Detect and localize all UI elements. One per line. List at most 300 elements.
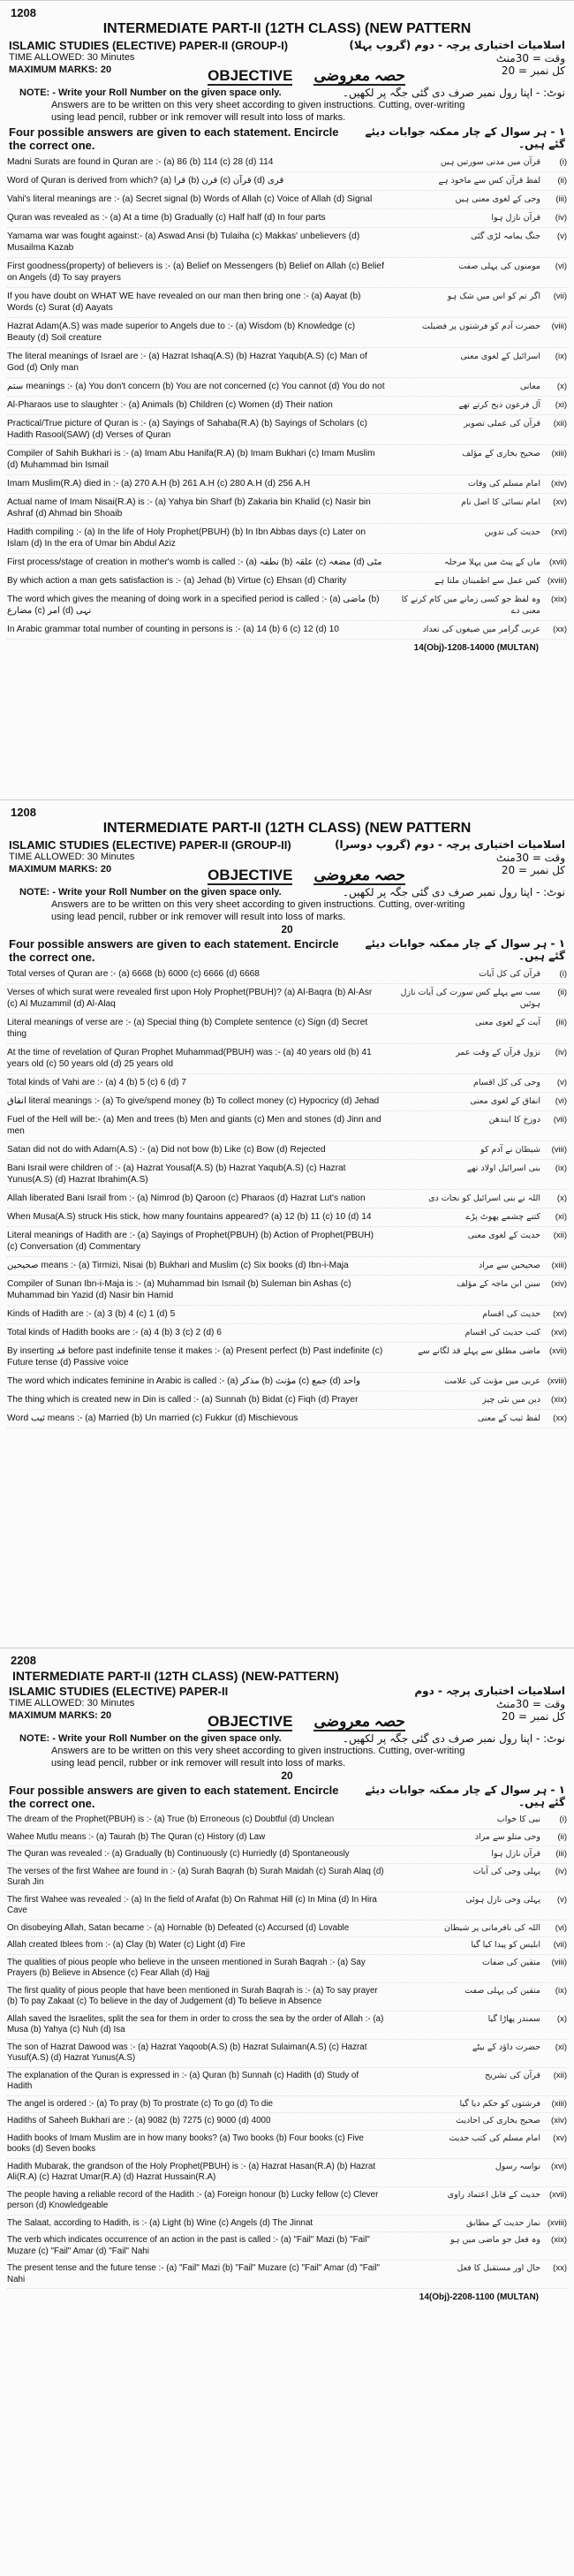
objective-label: OBJECTIVE: [208, 1713, 293, 1730]
maximum-marks-urdu: کل نمبر = 20: [501, 1710, 565, 1723]
question-number: (ix): [555, 352, 567, 361]
question-item: [7, 572, 567, 591]
question-text-urdu: قرآن کی کل آیات: [479, 969, 540, 979]
subject-row: [0, 838, 574, 852]
question-number: (viii): [551, 1145, 567, 1155]
question-item: [7, 2232, 567, 2261]
maximum-marks: MAXIMUM MARKS: 20: [9, 1710, 112, 1721]
objective-heading: [199, 1712, 414, 1731]
note-row: [0, 87, 574, 99]
question-text: Al-Pharaos use to slaughter :- (a) Animals (b) Children (c) Women (d) Their nation: [7, 400, 333, 410]
question-text: انفاق literal meanings :- (a) To give/spend money (b) To collect money (c) Hypocricy (d) Jehad: [7, 1096, 380, 1106]
question-number: (iii): [555, 1018, 567, 1027]
question-item: [7, 258, 567, 288]
question-text-urdu: معانی: [519, 382, 540, 391]
question-text: If you have doubt on WHAT WE have revealed on our man then bring one :- (a) Aayat (b) Words (c) Surat (d) Aayats: [7, 292, 361, 313]
question-number: (xi): [555, 2042, 567, 2052]
question-text-urdu: قرآن کی عملی تصویر: [464, 419, 540, 428]
instruction-urdu: ۱ - ہر سوال کے چار ممکنہ جوابات دیئے گئے ہیں۔: [365, 937, 565, 962]
question-text-urdu: اگر تم کو اس میں شک ہو: [447, 292, 540, 301]
question-text: Satan did not do with Adam(A.S) :- (a) Did not bow (b) Like (c) Bow (d) Rejected: [7, 1145, 326, 1155]
question-text: The literal meanings of Israel are :- (a) Hazrat Ishaq(A.S) (b) Hazrat Yaqub(A.S) (c) Man of God (d) Only man: [7, 352, 367, 373]
question-text: The verses of the first Wahee are found in :- (a) Surah Baqrah (b) Surah Maidah (c) Surah Alaq (d) Surah Jin: [7, 1866, 384, 1887]
question-number: (ii): [557, 988, 567, 997]
question-item: [7, 1141, 567, 1160]
instruction-text: Four possible answers are given to each statement. Encircle the correct one.: [9, 125, 339, 152]
question-text: Wahee Mutlu means :- (a) Taurah (b) The Quran (c) History (d) Law: [7, 1831, 266, 1842]
question-number: (xix): [551, 1395, 567, 1405]
question-text-urdu: وحی متلو سے مراد: [474, 1831, 540, 1842]
question-item: [7, 1830, 567, 1847]
question-text: Kinds of Hadith are :- (a) 3 (b) 4 (c) 1 (d) 5: [7, 1309, 176, 1319]
question-item: [7, 1306, 567, 1324]
note-line-3: using lead pencil, rubber or ink remover will result into loss of marks.: [51, 112, 346, 123]
paper-title: INTERMEDIATE PART-II (12TH CLASS) (NEW-PATTERN): [12, 1669, 339, 1683]
question-number: (i): [559, 1815, 567, 1824]
paper-footer-code: 14(Obj)-2208-1100 (MULTAN): [419, 2292, 539, 2302]
note-roll-number: NOTE: - Write your Roll Number on the given space only.: [19, 887, 282, 898]
question-item: [7, 2068, 567, 2096]
question-number: (x): [556, 2013, 567, 2024]
question-text-urdu: شیطان نے آدم کو: [480, 1145, 540, 1155]
note-line-2: Answers are to be written on this very sheet according to given instructions. Cutting, over-writing: [51, 1746, 465, 1756]
question-text: Total verses of Quran are :- (a) 6668 (b) 6000 (c) 6666 (d) 6668: [7, 969, 260, 979]
question-item: [7, 1921, 567, 1938]
question-text: Hazrat Adam(A.S) was made superior to Angels due to :- (a) Wisdom (b) Knowledge (c) Beauty (d) Soil creature: [7, 322, 356, 343]
question-number: (xvii): [548, 1346, 567, 1356]
question-item: [7, 209, 567, 228]
question-text: Word of Quran is derived from which? (a) قرا (b) قرن (c) قرآن (d) قری: [7, 176, 284, 186]
question-number: (xii): [553, 2070, 567, 2080]
question-number: (xvi): [551, 2161, 567, 2171]
question-text-urdu: امام مسلم کی وفات: [467, 479, 540, 489]
question-text-urdu: نواسہ رسول: [495, 2161, 540, 2171]
question-text: When Musa(A.S) struck His stick, how many fountains appeared? (a) 12 (b) 11 (c) 10 (d) 14: [7, 1212, 372, 1222]
paper-2208: [0, 1648, 574, 2576]
note-roll-number: NOTE: - Write your Roll Number on the given space only.: [19, 1733, 282, 1744]
question-text: The present tense and the future tense :- (a) "Fail" Mazi (b) "Fail" Muzare (c) "Fail" Amar (d) "Fail" Nahi: [7, 2263, 381, 2284]
question-text-urdu: مومنوں کی پہلی صفت: [458, 261, 540, 271]
question-text: The Quran was revealed :- (a) Gradually (b) Continuously (c) Hurriedly (d) Spontaneously: [7, 1849, 350, 1859]
time-row: [0, 52, 574, 64]
note-row: [0, 1732, 574, 1745]
objective-heading: [199, 866, 414, 884]
paper-title: INTERMEDIATE PART-II (12TH CLASS) (NEW PATTERN: [102, 821, 472, 836]
question-item: [7, 445, 567, 475]
question-item: [7, 1937, 567, 1955]
question-text: ستم meanings :- (a) You don't concern (b) You are not concerned (c) You cannot (d) You do not: [7, 382, 385, 391]
question-text: Hadith compiling :- (a) In the life of Holy Prophet(PBUH) (b) In Ibn Abbas days (c) Later on Islam (d) In the era of Umar bin Abdul Aziz: [7, 527, 366, 549]
question-item: [7, 1410, 567, 1428]
question-item: [7, 2131, 567, 2159]
question-number: (v): [556, 1078, 567, 1087]
question-item: [7, 288, 567, 318]
note-line-2: Answers are to be written on this very sheet according to given instructions. Cutting, over-writing: [51, 100, 465, 110]
question-list: [0, 154, 574, 640]
subject-title-urdu: اسلامیات اختیاری پرچہ - دوم (گروپ دوسرا): [335, 838, 565, 851]
question-item: [7, 1391, 567, 1410]
question-text-urdu: آیت کے لغوی معنی: [474, 1018, 540, 1027]
question-item: [7, 2216, 567, 2233]
objective-label-urdu: حصہ معروضی: [313, 67, 405, 84]
question-text-urdu: انفاق کے لغوی معنی: [470, 1096, 540, 1106]
question-number: (v): [556, 1894, 567, 1905]
question-list: [0, 966, 574, 1428]
question-text-urdu: حدیث کے قابل اعتماد راوی: [447, 2189, 540, 2200]
question-number: (xix): [551, 595, 567, 604]
question-list: [0, 1812, 574, 2289]
question-text: Bani Israil were children of :- (a) Hazrat Yousaf(A.S) (b) Hazrat Yaqub(A.S) (c) Hazrat Yunus(A.S) (d) Hazrat Ibrahim(A.S): [7, 1163, 346, 1185]
question-text: Allah created Iblees from :- (a) Clay (b) Water (c) Light (d) Fire: [7, 1940, 245, 1950]
question-text: Hadith books of Imam Muslim are in how many books? (a) Two books (b) Four books (c) Five books (d) Seven books: [7, 2133, 364, 2154]
question-number: (xvi): [551, 527, 567, 537]
subject-row: [0, 1685, 574, 1698]
question-text: Literal meanings of Hadith are :- (a) Sayings of Prophet(PBUH) (b) Action of Prophet(PBUH) (c) Conversation (d) Commentary: [7, 1231, 374, 1252]
question-text-urdu: نماز حدیث کے مطابق: [466, 2217, 540, 2228]
question-text: The dream of the Prophet(PBUH) is :- (a) True (b) Erroneous (c) Doubtful (d) Unclean: [7, 1815, 335, 1824]
question-text-urdu: عربی گرامر میں صیغوں کی تعداد: [422, 625, 540, 634]
paper-footer-code: 14(Obj)-1208-14000 (MULTAN): [413, 643, 539, 653]
time-row: [0, 1698, 574, 1710]
question-number: (xi): [555, 1212, 567, 1222]
marks-row: [0, 64, 574, 87]
time-allowed-urdu: وقت = 30منٹ: [495, 52, 565, 64]
question-number: (xiii): [551, 449, 567, 458]
question-text-urdu: بنی اسرائیل اولاد تھے: [466, 1163, 540, 1173]
question-item: [7, 172, 567, 191]
subject-title: ISLAMIC STUDIES (ELECTIVE) PAPER-II: [9, 1685, 229, 1698]
question-number: (vii): [553, 1115, 567, 1125]
question-number: (iv): [555, 213, 567, 223]
question-item: [7, 554, 567, 572]
note-urdu: نوٹ: - اپنا رول نمبر صرف دی گئی جگہ پر لکھیں۔: [342, 1732, 565, 1745]
question-text-urdu: کس عمل سے اطمینان ملتا ہے: [434, 576, 540, 586]
time-allowed: TIME ALLOWED: 30 Minutes: [9, 1698, 135, 1708]
question-item: [7, 1983, 567, 2012]
marks-value: 20: [281, 923, 293, 936]
subject-title-urdu: اسلامیات اختیاری پرچہ - دوم (گروپ پہلا): [349, 39, 565, 51]
question-item: [7, 1812, 567, 1830]
question-number: (vi): [555, 1096, 567, 1106]
question-number: (xiv): [551, 2116, 567, 2125]
marks-value: 20: [281, 1769, 293, 1782]
question-number: (xii): [553, 419, 567, 428]
question-text-urdu: صحیحین سے مراد: [478, 1261, 540, 1270]
question-item: [7, 1044, 567, 1074]
question-text-urdu: حدیث کی اقسام: [482, 1309, 540, 1319]
note-row: [0, 886, 574, 898]
time-allowed-urdu: وقت = 30منٹ: [495, 852, 565, 864]
question-text-urdu: دوزخ کا ایندھن: [488, 1115, 540, 1125]
question-item: [7, 154, 567, 172]
question-item: [7, 1864, 567, 1892]
question-text-urdu: وہ فعل جو ماضی میں ہو: [450, 2235, 540, 2245]
question-text-urdu: اللہ نے بنی اسرائیل کو نجات دی: [428, 1193, 540, 1203]
question-text: Compiler of Sahih Bukhari is :- (a) Imam Abu Hanifa(R.A) (b) Imam Bukhari (c) Imam Muslim (d) Muhammad bin Ismail: [7, 449, 375, 470]
question-item: [7, 318, 567, 348]
question-number: (i): [559, 157, 567, 167]
question-number: (xvii): [548, 557, 567, 567]
instruction-row: [0, 936, 574, 966]
subject-row: [0, 39, 574, 52]
question-number: (xx): [553, 625, 567, 634]
question-text-urdu: اسرائیل کے لغوی معنی: [460, 352, 540, 361]
question-item: [7, 1227, 567, 1257]
question-text-urdu: قرآن نازل ہوا: [491, 213, 540, 223]
question-text-urdu: ابلیس کو پیدا کیا گیا: [471, 1940, 540, 1950]
question-text-urdu: وحی کی کل اقسام: [472, 1078, 540, 1087]
question-text-urdu: متقین کی پہلی صفت: [464, 1985, 540, 1996]
question-item: [7, 2096, 567, 2114]
question-text-urdu: حضرت آدم کو فرشتوں پر فضیلت: [421, 322, 540, 331]
question-text: The first Wahee was revealed :- (a) In the field of Arafat (b) On Rahmat Hill (c) In Mina (d) In Hira Cave: [7, 1894, 377, 1915]
paper-code: 1208: [11, 6, 36, 19]
question-number: (iv): [555, 1866, 567, 1876]
question-text-urdu: دین میں نئی چیز: [482, 1395, 540, 1405]
question-item: [7, 524, 567, 554]
question-item: [7, 1208, 567, 1227]
question-number: (xiv): [551, 479, 567, 489]
note-urdu: نوٹ: - اپنا رول نمبر صرف دی گئی جگہ پر لکھیں۔: [342, 886, 565, 898]
instruction-text: Four possible answers are given to each statement. Encircle the correct one.: [9, 937, 339, 964]
objective-label-urdu: حصہ معروضی: [313, 1713, 405, 1730]
question-text-urdu: قرآن نازل ہوا: [491, 1849, 540, 1859]
question-number: (xviii): [547, 576, 567, 586]
question-number: (xv): [553, 497, 567, 507]
time-allowed-urdu: وقت = 30منٹ: [495, 1698, 565, 1710]
question-text-urdu: وہ لفظ جو کسی زمانے میں کام کرنے کا معنی دے: [401, 595, 540, 616]
question-number: (vi): [555, 261, 567, 271]
question-text-urdu: ماضی مطلق سے پہلے قد لگانے سے: [418, 1346, 540, 1356]
question-number: (vi): [555, 1922, 567, 1933]
time-allowed: TIME ALLOWED: 30 Minutes: [9, 852, 135, 862]
question-text: First goodness(property) of believers is :- (a) Belief on Messengers (b) Belief on Allah (c) Belief on Angels (d) To say prayers: [7, 261, 384, 283]
question-item: [7, 966, 567, 984]
question-text-urdu: اللہ کی نافرمانی پر شیطان: [443, 1922, 540, 1933]
maximum-marks-urdu: کل نمبر = 20: [501, 864, 565, 876]
question-text: The son of Hazrat Dawood was :- (a) Hazrat Yaqoob(A.S) (b) Hazrat Sulaiman(A.S) (c) Hazrat Yusuf(A.S) (d) Hazrat Yunus(A.S): [7, 2042, 367, 2063]
note-line-3: using lead pencil, rubber or ink remover will result into loss of marks.: [51, 912, 346, 922]
question-text: Total kinds of Hadith books are :- (a) 4 (b) 3 (c) 2 (d) 6: [7, 1328, 222, 1337]
question-text: Quran was revealed as :- (a) At a time (b) Gradually (c) Half half (d) In four parts: [7, 213, 326, 223]
question-text-urdu: وحی کے لغوی معنی ہیں: [455, 194, 540, 204]
question-number: (ix): [555, 1163, 567, 1173]
question-text: Allah liberated Bani Israil from :- (a) Nimrod (b) Qaroon (c) Pharaos (d) Hazrat Lut's nation: [7, 1193, 366, 1203]
question-text: Actual name of Imam Nisai(R.A) is :- (a) Yahya bin Sharf (b) Zakaria bin Khalid (c) Nasir bin Ashraf (d) Ahmad bin Shoaib: [7, 497, 371, 519]
paper-group-2: [0, 799, 574, 1648]
subject-title: ISLAMIC STUDIES (ELECTIVE) PAPER-II (GROUP-I): [9, 39, 289, 52]
question-item: [7, 1892, 567, 1921]
question-text-urdu: حال اور مستقبل کا فعل: [457, 2263, 540, 2273]
time-row: [0, 852, 574, 864]
question-text-urdu: متقین کی صفات: [481, 1957, 540, 1967]
question-text: Compiler of Sunan Ibn-i-Maja is :- (a) Muhammad bin Ismail (b) Suleman bin Ashas (c) Muhammad bin Yazid (d) Nasir bin Hamid: [7, 1279, 351, 1300]
question-text-urdu: امام نسائی کا اصل نام: [461, 497, 540, 507]
question-text: The word which indicates feminine in Arabic is called :- (a) مذکر (b) مؤنث (c) جمع (d) واحد: [7, 1376, 361, 1386]
question-text-urdu: پہلی وحی کی آیات: [472, 1866, 540, 1876]
objective-label: OBJECTIVE: [208, 867, 293, 883]
question-text-urdu: کتب حدیث کی اقسام: [464, 1328, 540, 1337]
objective-label: OBJECTIVE: [208, 67, 293, 84]
question-text-urdu: امام مسلم کی کتب حدیث: [449, 2133, 540, 2143]
question-number: (xii): [553, 1231, 567, 1240]
question-item: [7, 415, 567, 445]
question-text: The angel is ordered :- (a) To pray (b) To prostrate (c) To go (d) To die: [7, 2098, 273, 2109]
question-text: The first quality of pious people that have been mentioned in Surah Baqrah is :- (a) To say prayer (b) To pay Zakaat (c) To believe in the day of Judgement (d) To believe in Absence: [7, 1985, 378, 2006]
question-text-urdu: عربی میں مؤنث کی علامت: [444, 1376, 540, 1386]
question-number: (xvi): [551, 1328, 567, 1337]
question-number: (vii): [553, 292, 567, 301]
question-item: [7, 2159, 567, 2187]
question-text-urdu: ماں کے پیٹ میں پہلا مرحلہ: [444, 557, 540, 567]
question-number: (xv): [553, 1309, 567, 1319]
question-text-urdu: حضرت داؤد کے بیٹے: [472, 2042, 540, 2052]
question-text: The qualities of pious people who believe in the unseen mentioned in Surah Baqrah :- (a) Say Prayers (b) Believe in Absence (c) Fear Allah (d) Hajj: [7, 1957, 366, 1978]
question-text: Hadith Mubarak, the grandson of the Holy Prophet(PBUH) is :- (a) Hazrat Hasan(R.A) (b) Hazrat Ali(R.A) (c) Hazrat Umar(R.A) (d) Hazrat Hussain(R.A): [7, 2161, 376, 2182]
question-text-urdu: لفظ ثیب کے معنی: [477, 1413, 540, 1423]
question-number: (iv): [555, 1048, 567, 1057]
question-text: صحیحین means :- (a) Tirmizi, Nisai (b) Bukhari and Muslim (c) Six books (d) Ibn-i-Maja: [7, 1261, 349, 1270]
question-text: Word ثیب means :- (a) Married (b) Un married (c) Fukkur (d) Mischievous: [7, 1413, 298, 1423]
instruction-urdu: ۱ - ہر سوال کے چار ممکنہ جوابات دیئے گئے ہیں۔: [365, 1784, 565, 1808]
question-text: Verses of which surat were revealed first upon Holy Prophet(PBUH)? (a) Al-Baqra (b) Al-Asr (c) Al Muzammil (d) Al-Alaq: [7, 988, 373, 1009]
question-item: [7, 1160, 567, 1190]
question-number: (xi): [555, 400, 567, 410]
question-text-urdu: نزول قرآن کے وقت عمر: [456, 1048, 540, 1057]
question-text-urdu: کتنے چشمے پھوٹ پڑے: [465, 1212, 540, 1222]
question-number: (x): [556, 382, 567, 391]
question-number: (xviii): [547, 1376, 567, 1386]
question-item: [7, 1093, 567, 1111]
marks-row: [0, 864, 574, 886]
question-text: Practical/True picture of Quran is :- (a) Sayings of Sahaba(R.A) (b) Sayings of Scholars (c) Hadith Rasool(SAW) (d) Verses of Quran: [7, 419, 367, 440]
question-item: [7, 984, 567, 1014]
question-item: [7, 1373, 567, 1391]
question-text: In Arabic grammar total number of counting in persons is :- (a) 14 (b) 6 (c) 12 (d) 10: [7, 625, 339, 634]
question-number: (iii): [555, 194, 567, 204]
note-roll-number: NOTE: - Write your Roll Number on the given space only.: [19, 87, 282, 98]
question-text: Literal meanings of verse are :- (a) Special thing (b) Complete sentence (c) Sign (d) Secret thing: [7, 1018, 368, 1039]
question-number: (xiv): [551, 1279, 567, 1289]
question-item: [7, 1276, 567, 1306]
paper-group-1: [0, 0, 574, 800]
question-text: The Salaat, according to Hadith, is :- (a) Light (b) Wine (c) Angels (d) The Jinnat: [7, 2217, 313, 2228]
question-item: [7, 591, 567, 621]
question-text-urdu: صحیح بخاری کی احادیث: [455, 2116, 540, 2125]
question-text: Madni Surats are found in Quran are :- (a) 86 (b) 114 (c) 28 (d) 114: [7, 157, 274, 167]
question-item: [7, 397, 567, 415]
question-item: [7, 1324, 567, 1343]
question-item: [7, 2012, 567, 2040]
question-number: (xiii): [551, 2098, 567, 2109]
question-text-urdu: سب سے پہلے کس سورت کی آیات نازل ہوئیں: [400, 988, 540, 1009]
question-number: (iii): [555, 1849, 567, 1859]
question-number: (ix): [555, 1985, 567, 1996]
question-text-urdu: قرآن کی تشریح: [484, 2070, 540, 2080]
question-text: The explanation of the Quran is expressed in :- (a) Quran (b) Sunnah (c) Hadith (d) Study of Hadith: [7, 2070, 359, 2091]
question-item: [7, 1257, 567, 1276]
question-text-urdu: قرآن میں مدنی سورتیں ہیں: [440, 157, 540, 167]
question-item: [7, 494, 567, 524]
question-text-urdu: سنن ابن ماجہ کے مؤلف: [457, 1279, 540, 1289]
question-item: [7, 475, 567, 494]
question-item: [7, 2040, 567, 2068]
note-line-3: using lead pencil, rubber or ink remover will result into loss of marks.: [51, 1758, 346, 1769]
objective-label-urdu: حصہ معروضی: [313, 867, 405, 883]
question-item: [7, 2261, 567, 2289]
question-text: Total kinds of Vahi are :- (a) 4 (b) 5 (c) 6 (d) 7: [7, 1078, 187, 1087]
maximum-marks: MAXIMUM MARKS: 20: [9, 864, 112, 875]
question-item: [7, 1074, 567, 1093]
maximum-marks: MAXIMUM MARKS: 20: [9, 64, 112, 75]
question-text: First process/stage of creation in mother's womb is called :- (a) نطفہ (b) علقہ (c) مضغہ (d) مٹی: [7, 557, 382, 567]
question-text: At the time of revelation of Quran Prophet Muhammad(PBUH) was :- (a) 40 years old (b) 41 years old (c) 50 years old (d) 25 years old: [7, 1048, 372, 1069]
question-text: By which action a man gets satisfaction is :- (a) Jehad (b) Virtue (c) Ehsan (d) Charity: [7, 576, 347, 586]
question-number: (xx): [553, 1413, 567, 1423]
question-number: (ii): [557, 1831, 567, 1842]
question-text: Fuel of the Hell will be:- (a) Men and trees (b) Men and giants (c) Men and stones (d) Jinn and men: [7, 1115, 381, 1136]
paper-code: 1208: [11, 806, 36, 819]
question-text-urdu: حدیث کے لغوی معنی: [467, 1231, 540, 1240]
question-text-urdu: سمندر پھاڑا گیا: [487, 2013, 540, 2024]
question-text-urdu: صحیح بخاری کے مؤلف: [462, 449, 540, 458]
paper-title: INTERMEDIATE PART-II (12TH CLASS) (NEW PATTERN: [102, 21, 472, 36]
question-item: [7, 2113, 567, 2131]
question-item: [7, 1190, 567, 1208]
question-number: (vii): [553, 1940, 567, 1950]
question-text: Allah saved the Israelites, split the sea for them in order to cross the sea by the order of Allah :- (a) Musa (b) Yahya (c) Nuh (d) Isa: [7, 2013, 384, 2034]
question-text: Hadiths of Saheeh Bukhari are :- (a) 9082 (b) 7275 (c) 9000 (d) 4000: [7, 2116, 271, 2125]
question-text: The thing which is created new in Din is called :- (a) Sunnah (b) Bidat (c) Fiqh (d) Prayer: [7, 1395, 359, 1405]
question-item: [7, 378, 567, 397]
question-text: Imam Muslim(R.A) died in :- (a) 270 A.H (b) 261 A.H (c) 280 A.H (d) 256 A.H: [7, 479, 311, 489]
time-allowed: TIME ALLOWED: 30 Minutes: [9, 52, 135, 63]
subject-title: ISLAMIC STUDIES (ELECTIVE) PAPER-II (GROUP-II): [9, 838, 291, 852]
question-item: [7, 348, 567, 378]
question-number: (xv): [553, 2133, 567, 2143]
question-text: The word which gives the meaning of doing work in a specified period is called :- (a) ماضی (b) مضارع (c) امر (d) نہی: [7, 595, 380, 616]
question-text: Yamama war was fought against:- (a) Aswad Ansi (b) Tulaiha (c) Makkas' unbelievers (d) Musailma Kazab: [7, 231, 360, 253]
marks-row: [0, 1710, 574, 1732]
question-text-urdu: آل فرعون ذبح کرتے تھے: [458, 400, 540, 410]
paper-code: 2208: [11, 1654, 36, 1667]
question-number: (xiii): [551, 1261, 567, 1270]
question-item: [7, 1014, 567, 1044]
question-text-urdu: پہلی وحی نازل ہوئی: [465, 1894, 540, 1905]
question-item: [7, 1111, 567, 1141]
question-text: On disobeying Allah, Satan became :- (a) Hornable (b) Defeated (c) Accursed (d) Lovable: [7, 1922, 350, 1933]
question-number: (ii): [557, 176, 567, 186]
instruction-text: Four possible answers are given to each statement. Encircle the correct one.: [9, 1784, 339, 1810]
question-item: [7, 2187, 567, 2216]
question-number: (xvii): [548, 2189, 567, 2200]
question-text: Vahi's literal meanings are :- (a) Secret signal (b) Words of Allah (c) Voice of Allah (d) Signal: [7, 194, 373, 204]
maximum-marks-urdu: کل نمبر = 20: [501, 64, 565, 77]
question-text-urdu: نبی کا خواب: [496, 1815, 540, 1824]
instruction-urdu: ۱ - ہر سوال کے چار ممکنہ جوابات دیئے گئے ہیں۔: [365, 125, 565, 150]
question-number: (v): [556, 231, 567, 241]
note-line-2: Answers are to be written on this very sheet according to given instructions. Cutting, over-writing: [51, 899, 465, 910]
subject-title-urdu: اسلامیات اختیاری پرچہ - دوم: [414, 1685, 565, 1697]
question-text-urdu: جنگ یمامہ لڑی گئی: [471, 231, 540, 241]
question-number: (viii): [551, 322, 567, 331]
instruction-row: [0, 124, 574, 154]
question-item: [7, 228, 567, 258]
question-item: [7, 191, 567, 209]
note-urdu: نوٹ: - اپنا رول نمبر صرف دی گئی جگہ پر لکھیں۔: [342, 87, 565, 99]
question-text: The verb which indicates occurrence of an action in the past is called :- (a) "Fail" Mazi (b) "Fail" Muzare (c) "Fail" Amar (d) "Fail" Nahi: [7, 2235, 370, 2256]
question-text: By inserting قد before past indefinite tense it makes :- (a) Present perfect (b) Past indefinite (c) Future tense (d) Passive voice: [7, 1346, 383, 1368]
